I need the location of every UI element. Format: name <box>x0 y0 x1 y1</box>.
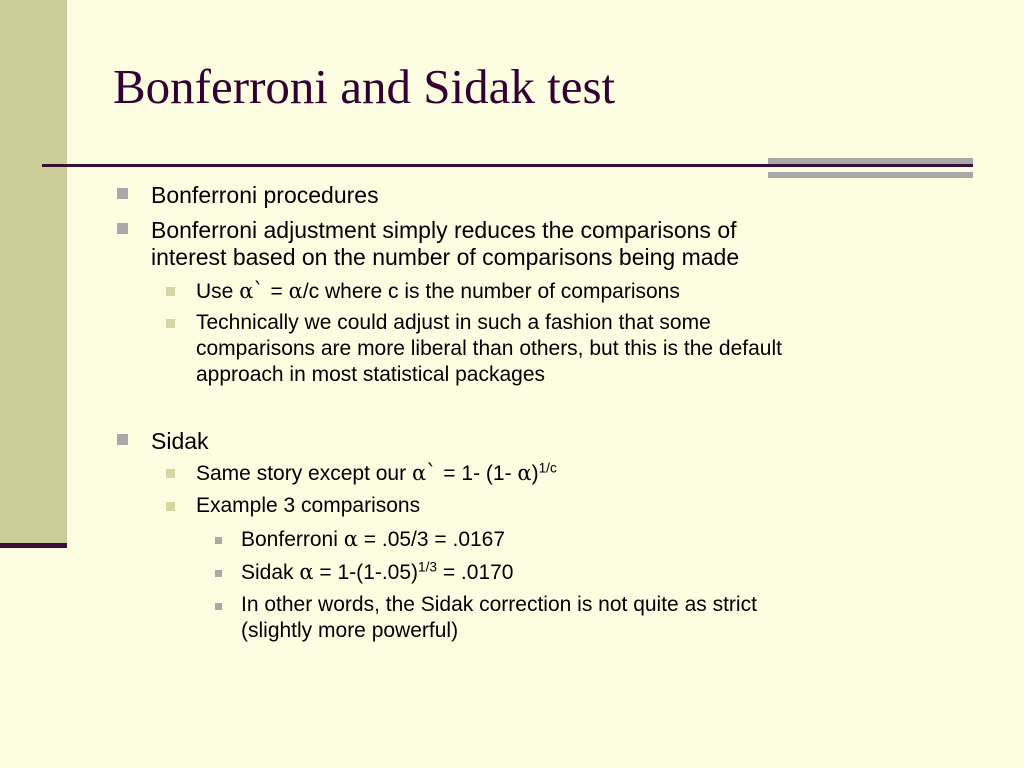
bullet-sidak-alpha: Sidak $\alpha = 1-(1-.05)^{1/3} = .0170$ <box>241 559 514 584</box>
bullet-bonferroni-adjustment: Bonferroni adjustment simply reduces the comparisons of interest based on the number of comparisons being made <box>151 217 740 270</box>
bullet-bonferroni-procedures: Bonferroni procedures <box>151 182 379 208</box>
bullet-use-alpha: Use α` = α/c where c is the number of comparisons <box>196 279 680 303</box>
bullet-square-icon <box>215 570 222 577</box>
bullet-square-icon <box>166 319 175 328</box>
bullet-square-icon <box>166 502 175 511</box>
bullet-square-icon <box>166 287 175 296</box>
bullet-square-icon <box>215 537 222 544</box>
bullet-square-icon <box>117 434 128 445</box>
bullet-sidak: Sidak <box>151 428 209 454</box>
bullet-square-icon <box>215 603 222 610</box>
bullet-example: Example 3 comparisons <box>196 494 421 517</box>
bullet-square-icon <box>166 469 175 478</box>
title-accent-bar-bottom <box>768 172 973 178</box>
bullet-in-other-words: In other words, the Sidak correction is not quite as strict (slightly more powerful) <box>241 593 757 642</box>
left-accent-band <box>0 0 67 546</box>
bullet-square-icon <box>117 188 128 199</box>
bullet-bonferroni-alpha: Bonferroni α = .05/3 = .0167 <box>241 527 506 551</box>
bullet-technically: Technically we could adjust in such a fashion that some comparisons are more liberal than others, but this is the default approach in most statistical packages <box>196 311 782 386</box>
slide-title: Bonferroni and Sidak test <box>113 59 616 114</box>
title-underline <box>42 164 973 167</box>
left-accent-rule <box>0 543 67 548</box>
bullet-square-icon <box>117 223 128 234</box>
bullet-same-story: Same story except our α` = 1- (1- α)$^{1/c}$ <box>196 460 557 485</box>
title-accent-bar-top <box>768 158 973 164</box>
